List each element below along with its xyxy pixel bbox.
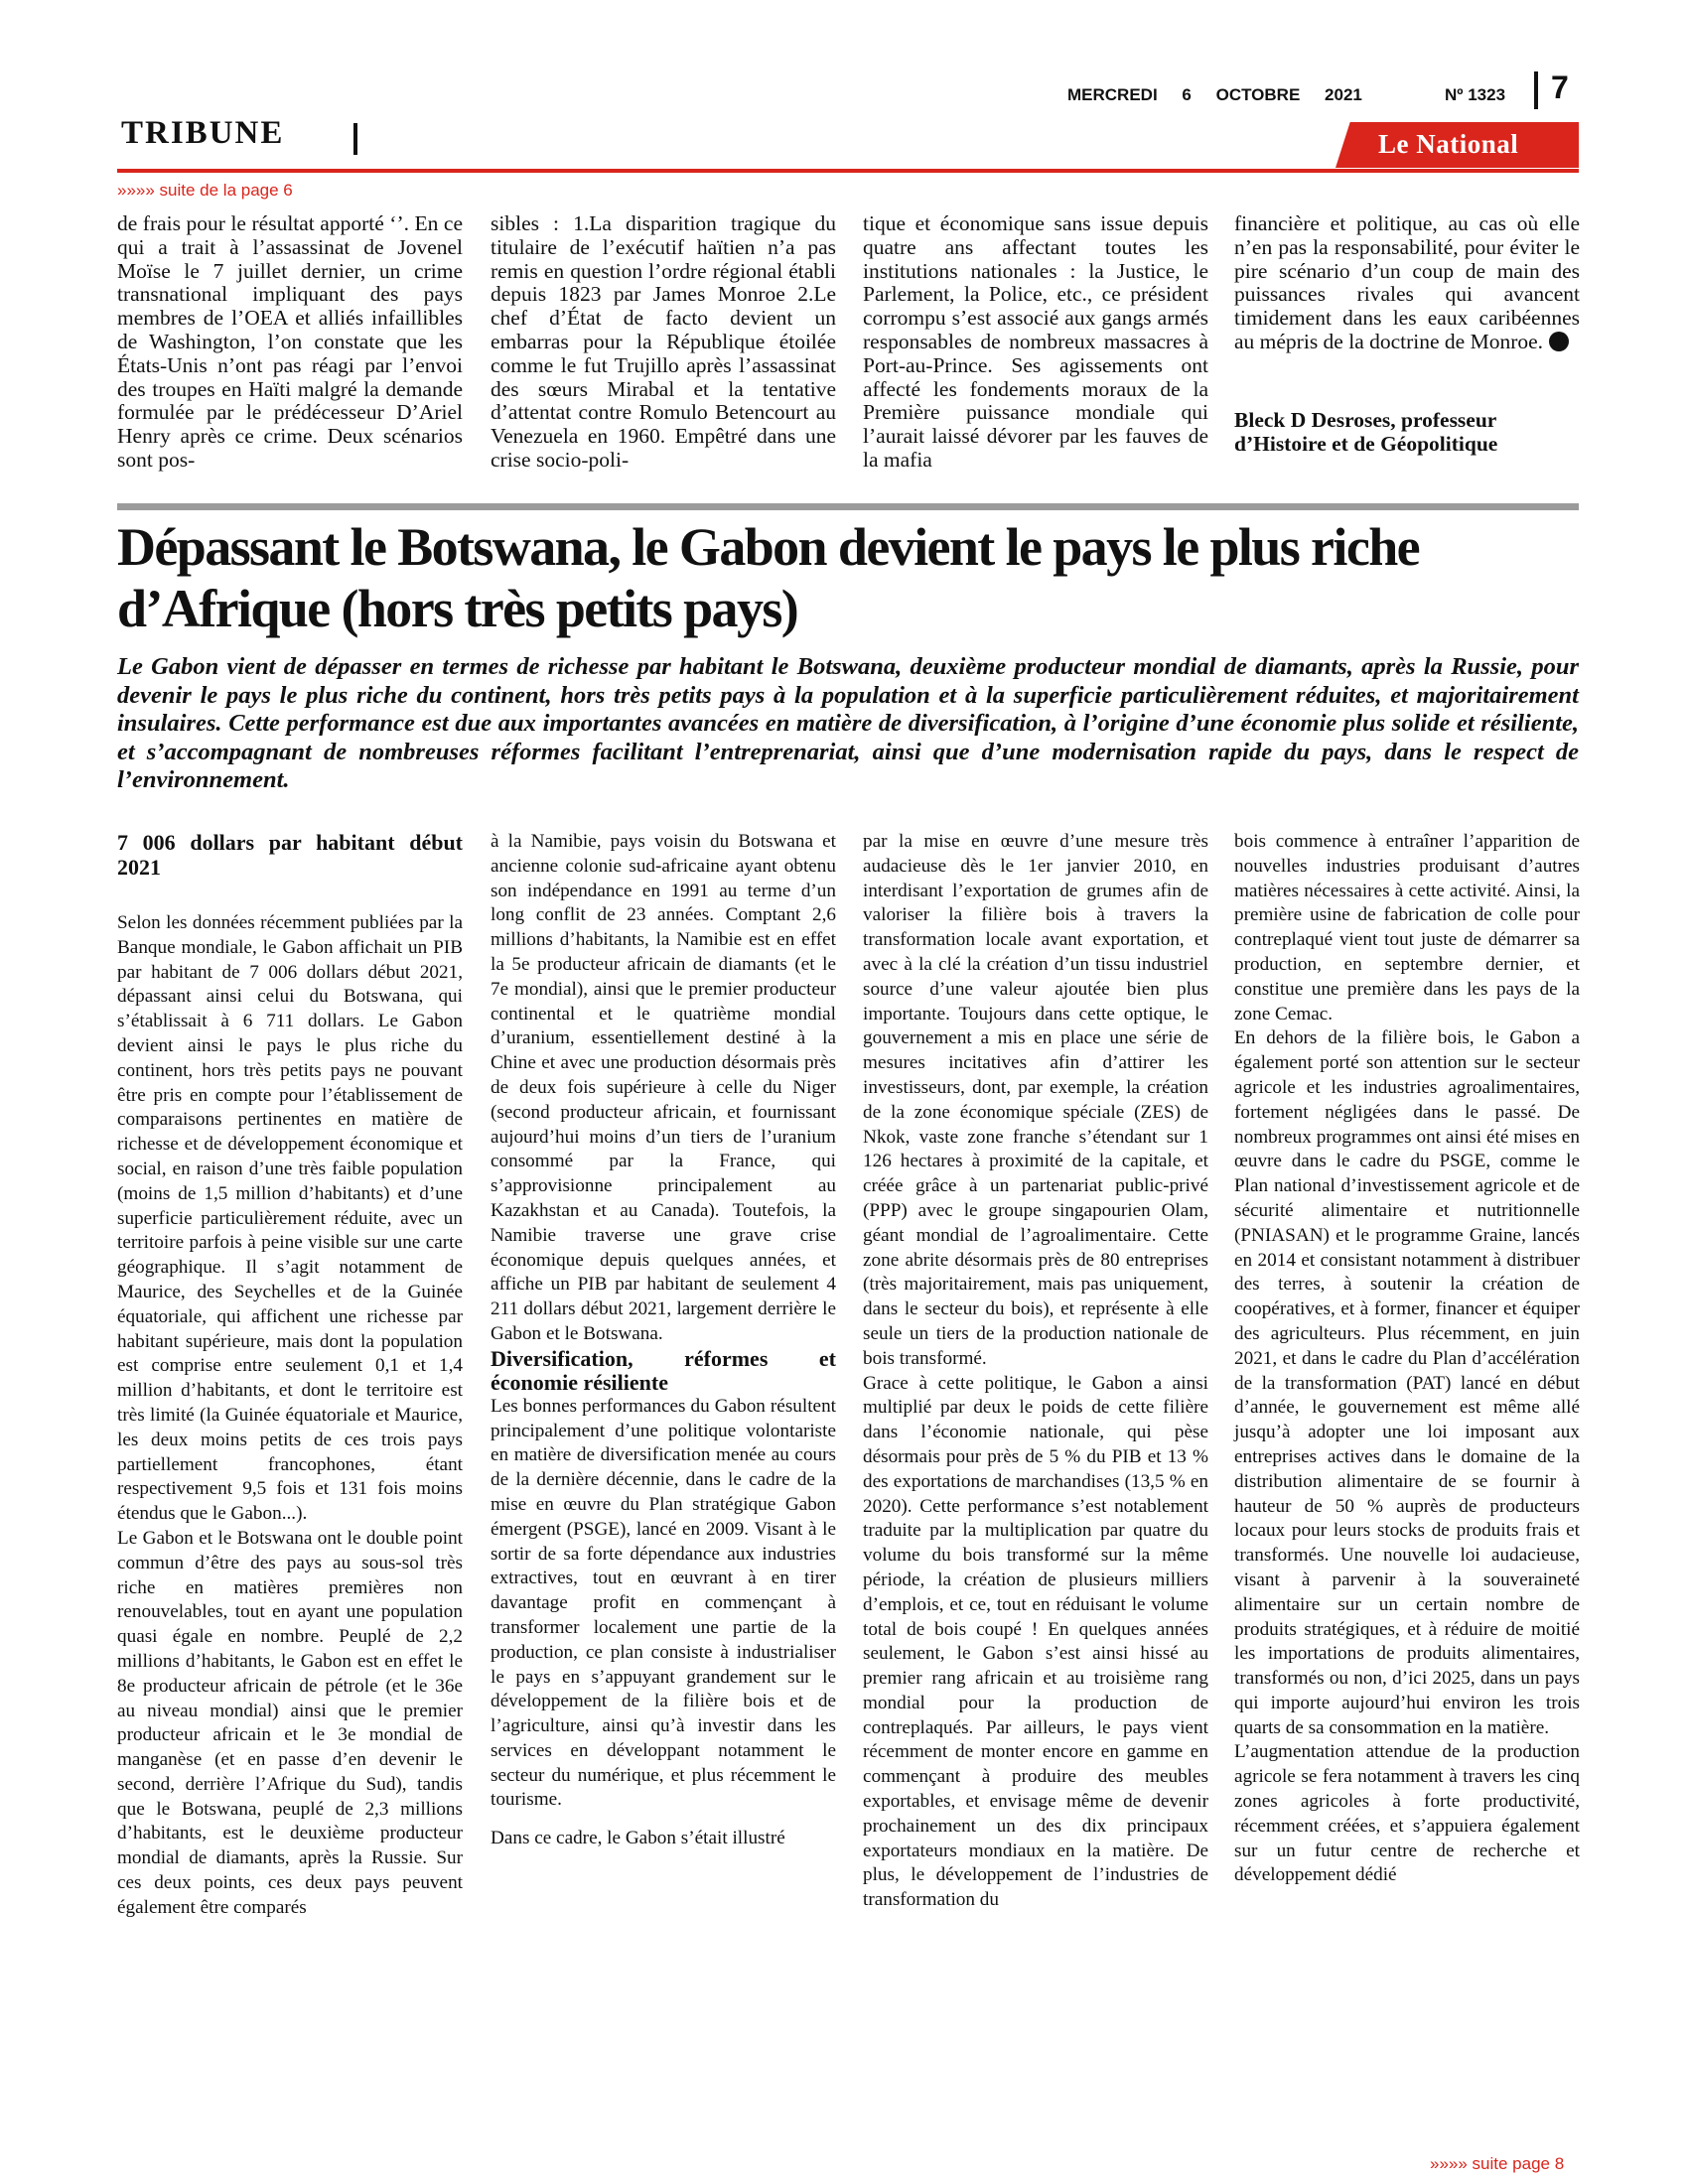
article-column-3 bbox=[863, 830, 1208, 1913]
header-rule bbox=[117, 169, 1579, 173]
continued-to-link[interactable]: »»»» suite page 8 bbox=[1430, 2154, 1565, 2173]
date-weekday: MERCREDI bbox=[1067, 85, 1158, 104]
date-year: 2021 bbox=[1325, 85, 1362, 104]
article-headline: Dépassant le Botswana, le Gabon devient le pays le plus riche d’Afrique (hors très petits pays) bbox=[117, 517, 1419, 638]
continued-from-link[interactable]: »»»» suite de la page 6 bbox=[117, 181, 293, 200]
section-label: TRIBUNE bbox=[121, 115, 285, 151]
issue-number: Nº 1323 bbox=[1445, 85, 1506, 104]
subheading-2: Diversification, réformes et économie résiliente bbox=[491, 1345, 836, 1395]
paragraph: Selon les données récemment publiées par la Banque mondiale, le Gabon affichait un PIB par habitant de 7 006 dollars début 2021, dépassant ainsi celui du Botswana, qui s’établissait à 6 711 dollars. Le Gabon devient ainsi le pays le plus riche du continent, hors très petits pays ne pouvant être pris en compte pour l’établissement de comparaisons pertinentes en matière de richesse et de développement économique et social, en raison d’une très faible population (moins de 1,5 million d’habitants) et d’une superficie particulièrement réduite, avec un territoire parfois à peine visible sur une carte géographique. Il s’agit notamment de Maurice, des Seychelles et de la Guinée équatoriale, qui affichent une richesse par habitant supérieure, mais dont la population est comprise entre seulement 0,1 et 1,4 million d’habitants, et dont le territoire est très limité (la Guinée équatoriale et Maurice, les deux moins petits de ces trois pays partiellement francophones, étant respectivement 9,5 fois et 131 fois moins étendus que le Gabon...). bbox=[117, 912, 463, 1525]
subheading-1: 7 006 dollars par habitant début 2021 bbox=[117, 830, 463, 880]
brand-name: Le National bbox=[1378, 129, 1519, 159]
paragraph: Les bonnes performances du Gabon résultent principalement d’une politique volontariste en matière de diversification menée au cours de la dernière décennie, dans le cadre de la mise en œuvre du Plan stratégique Gabon émergent (PSGE), lancé en 2009. Visant à le sortir de sa forte dépendance aux industries extractives, tout en œuvrant à en tirer davantage profit en commençant à transformer localement une partie de la production, ce plan consiste à industrialiser le pays en s’appuyant grandement sur le développement de la filière bois et de l’agriculture, ainsi qu’à investir dans les services en développant notamment le secteur du numérique, et plus récemment le tourisme. bbox=[491, 1395, 836, 1811]
page-number-divider bbox=[1534, 71, 1538, 109]
paragraph: En dehors de la filière bois, le Gabon a également porté son attention sur le secteur agricole et les industries agroalimentaires, fortement négligées dans le passé. De nombreux programmes ont ainsi été mises en œuvre dans le cadre du PSGE, comme le Plan national d’investissement agricole et de sécurité alimentaire et nutritionnelle (PNIASAN) et le programme Graine, lancés en 2014 et consistant notamment à distribuer des terres, à soutenir la création de coopératives, et à former, financer et équiper des agriculteurs. Plus récemment, en juin 2021, et dans le cadre du Plan d’accélération de la transformation (PAT) lancé en début d’année, le gouvernement est même allé jusqu’à adopter une loi imposant aux entreprises actives dans le domaine de la distribution alimentaire de se fournir à hauteur de 50 % auprès de producteurs locaux pour leurs stocks de produits frais et transformés. Une nouvelle loi audacieuse, visant à parvenir à la souveraineté alimentaire sur un certain nombre de produits stratégiques, et à réduire de moitié les importations de produits alimentaires, transformés ou non, d’ici 2025, dans un pays qui importe aujourd’hui environ les trois quarts de sa consommation en la matière. bbox=[1234, 1027, 1580, 1738]
end-mark-icon bbox=[1549, 332, 1569, 351]
top-article-column-4-text: financière et politique, au cas où elle n’en pas la responsabilité, pour éviter le pire scénario d’un coup de main des puissances rivales qui avancent timidement dans les eaux caribéennes au mépris de la doctrine de Monroe. bbox=[1234, 211, 1580, 353]
paragraph: Le Gabon et le Botswana ont le double point commun d’être des pays au sous-sol très riche en matières premières non renouvelables, tout en ayant une population quasi égale en nombre. Peuplé de 2,2 millions d’habitants, le Gabon est en effet le 8e producteur africain de pétrole (et le 36e au niveau mondial) ainsi que le premier producteur africain et le 3e mondial de manganèse (et en passe d’en devenir le second, derrière l’Afrique du Sud), tandis que le Botswana, peuplé de 2,3 millions d’habitants, est le deuxième producteur mondial de diamants, après la Russie. Sur ces deux points, ces deux pays peuvent également être comparés bbox=[117, 1527, 463, 1918]
paragraph: à la Namibie, pays voisin du Botswana et ancienne colonie sud-africaine ayant obtenu son indépendance en 1991 au terme d’un long conflit de 23 années. Comptant 2,6 millions d’habitants, la Namibie est en effet la 5e producteur africain de diamants (et le 7e mondial), ainsi que le premier producteur continental et le quatrième mondial d’uranium, essentiellement destiné à la Chine et avec une production désormais près de deux fois supérieure à celle du Niger (second producteur africain, et fournissant aujourd’hui moins d’un tiers de l’uranium consommé par la France, qui s’approvisionne principalement au Kazakhstan et au Canada). Toutefois, la Namibie traverse une grave crise économique depuis quelques années, et affiche un PIB par habitant de seulement 4 211 dollars début 2021, largement derrière le Gabon et le Botswana. bbox=[491, 831, 836, 1344]
top-article-column-1: de frais pour le résultat apporté ‘’. En ce qui a trait à l’assassinat de Jovenel Moïse le 7 juillet dernier, un crime transnational impliquant des pays membres de l’OEA et alliés infaillibles de Washington, l’on constate que les États-Unis n’ont pas réagi par l’envoi des troupes en Haïti malgré la demande formulée par le prédécesseur D’Ariel Henry après ce crime. Deux scénarios sont pos- bbox=[117, 211, 463, 472]
article-column-1 bbox=[117, 830, 463, 1921]
paragraph: par la mise en œuvre d’une mesure très audacieuse dès le 1er janvier 2010, en interdisant l’exportation de grumes afin de valoriser la filière bois à travers la transformation locale avant exportation, et avec à la clé la création d’un tissu industriel source d’une valeur ajoutée bien plus importante. Toujours dans cette optique, le gouvernement a mis en place une série de mesures incitatives afin d’attirer les investisseurs, dont, par exemple, la création de la zone économique spéciale (ZES) de Nkok, vaste zone franche s’étendant sur 1 126 hectares à proximité de la capitale, et créée grâce à un partenariat public-privé (PPP) avec le groupe singapourien Olam, géant mondial de l’agroalimentaire. Cette zone abrite désormais près de 80 entreprises (très majoritairement, mais pas uniquement, dans le secteur du bois), et représente à elle seule un tiers de la production nationale de bois transformé. bbox=[863, 831, 1208, 1369]
paragraph: bois commence à entraîner l’apparition de nouvelles industries produisant d’autres matières nécessaires à cette activité. Ainsi, la première usine de fabrication de colle pour contreplaqué vient tout juste de démarrer sa production, en septembre dernier, et constitue une première dans les pays de la zone Cemac. bbox=[1234, 831, 1580, 1024]
top-article-column-3: tique et économique sans issue depuis quatre ans affectant toutes les institutions nationales : la Justice, le Parlement, la Police, etc., ce président corrompu s’est associé aux gangs armés responsables de nombreux massacres à Port-au-Prince. Ses agissements ont affecté les fondements moraux de la Première puissance mondiale qui l’aurait laissé dévorer par les fauves de la mafia bbox=[863, 211, 1208, 472]
top-article-column-2: sibles : 1.La disparition tragique du titulaire de l’exécutif haïtien n’a pas remis en question l’ordre régional établi depuis 1823 par James Monroe 2.Le chef d’État de facto devient un embarras pour la République étoilée comme le fut Trujillo après l’assassinat des sœurs Mirabal et la tentative d’attentat contre Romulo Betencourt au Venezuela en 1960. Empêtré dans une crise socio-poli- bbox=[491, 211, 836, 472]
date-month: OCTOBRE bbox=[1215, 85, 1301, 104]
date-day: 6 bbox=[1182, 85, 1192, 104]
section-divider bbox=[353, 123, 357, 155]
article-separator bbox=[117, 503, 1579, 510]
top-article-column-4 bbox=[1234, 212, 1580, 354]
article-column-4 bbox=[1234, 830, 1580, 1888]
article-deck: Le Gabon vient de dépasser en termes de richesse par habitant le Botswana, deuxième producteur mondial de diamants, après la Russie, pour devenir le pays le plus riche du continent, hors très petits pays à la population et à la superficie particulièrement réduites, et majoritairement insulaires. Cette performance est due aux importantes avancées en matière de diversification, à l’origine d’une économie plus solide et résiliente, et s’accompagnant de nombreuses réformes facilitant l’entreprenariat, ainsi que d’une modernisation rapide du pays, dans le respect de l’environnement. bbox=[117, 653, 1579, 793]
page-number: 7 bbox=[1551, 69, 1569, 105]
author-signature: Bleck D Desroses, professeur d’Histoire et de Géopolitique bbox=[1234, 408, 1498, 456]
paragraph: Grace à cette politique, le Gabon a ainsi multiplié par deux le poids de cette filière dans l’économie nationale, qui pèse désormais pour près de 5 % du PIB et 13 % des exportations de marchandises (13,5 % en 2020). Cette performance s’est notablement traduite par la multiplication par quatre du volume du bois transformé sur la même période, la création de plusieurs milliers d’emplois, et ce, tout en réduisant le volume total de bois coupé ! En quelques années seulement, le Gabon s’est ainsi hissé au premier rang africain et au troisième rang mondial pour la production de contreplaqués. Par ailleurs, le pays vient récemment de monter encore en gamme en commençant à produire des meubles exportables, et envisage même de devenir prochainement un des dix principaux exportateurs mondiaux en la matière. De plus, le développement de l’industries de transformation du bbox=[863, 1372, 1208, 1911]
paragraph: Dans ce cadre, le Gabon s’était illustré bbox=[491, 1828, 785, 1849]
dateline bbox=[1067, 85, 1380, 105]
article-column-2 bbox=[491, 830, 836, 1851]
paragraph: L’augmentation attendue de la production agricole se fera notamment à travers les cinq zones agricoles à forte productivité, récemment créées, et s’appuiera également sur un futur centre de recherche et développement dédié bbox=[1234, 1741, 1580, 1886]
